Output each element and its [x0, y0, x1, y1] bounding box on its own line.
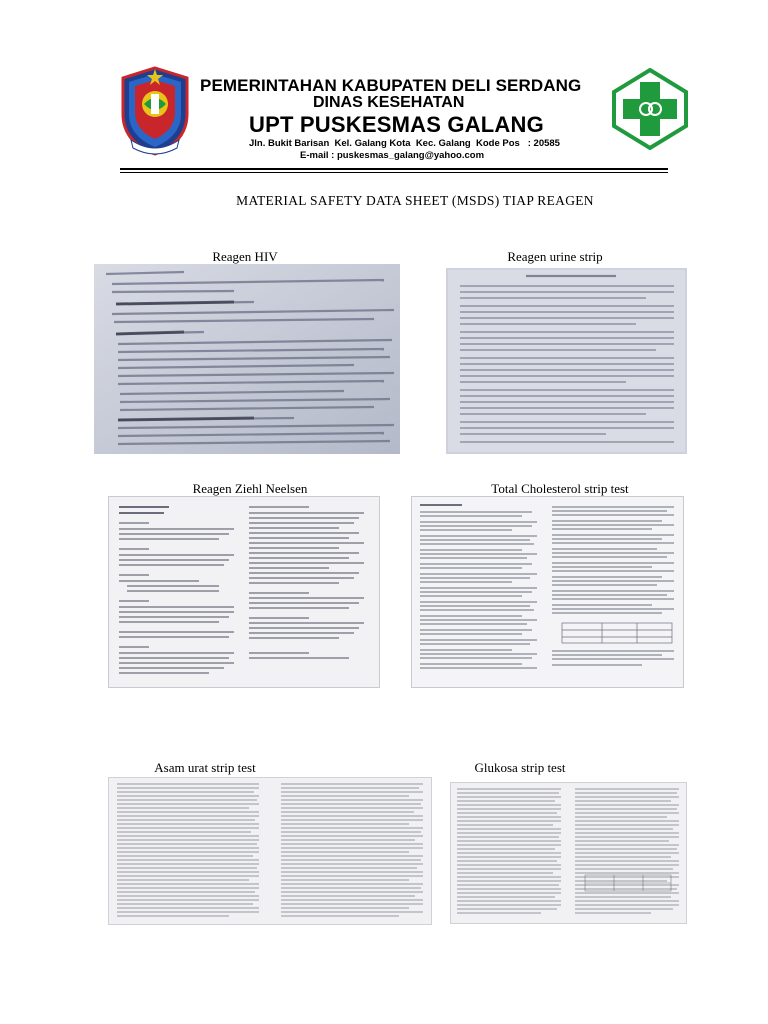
urine-strip-photo — [446, 268, 687, 454]
glucose-photo — [450, 782, 687, 924]
caption-uric-acid: Asam urat strip test — [154, 760, 256, 775]
caption-hiv: Reagen HIV — [212, 249, 278, 264]
caption-cholesterol: Total Cholesterol strip test — [491, 481, 629, 496]
government-name: PEMERINTAHAN KABUPATEN DELI SERDANG — [200, 76, 582, 95]
caption-glucose: Glukosa strip test — [474, 760, 566, 775]
document-title: MATERIAL SAFETY DATA SHEET (MSDS) TIAP REAGEN — [236, 193, 594, 208]
hiv-reagent-photo — [94, 264, 400, 454]
caption-ziehl-neelsen: Reagen Ziehl Neelsen — [192, 481, 308, 496]
facility-name: UPT PUSKESMAS GALANG — [249, 112, 544, 137]
ziehl-neelsen-photo — [108, 496, 380, 688]
header-divider-thin — [120, 172, 668, 173]
regency-emblem-logo — [117, 64, 193, 156]
uric-acid-photo — [108, 777, 432, 925]
header-divider — [120, 168, 668, 170]
cholesterol-photo — [411, 496, 684, 688]
caption-urine: Reagen urine strip — [507, 249, 603, 264]
department-name: DINAS KESEHATAN — [313, 94, 465, 111]
email-line: E-mail : puskesmas_galang@yahoo.com — [300, 150, 485, 161]
address-line: Jln. Bukit Barisan Kel. Galang Kota Kec. Galang Kode Pos : 20585 — [249, 138, 560, 149]
puskesmas-logo — [610, 68, 690, 150]
